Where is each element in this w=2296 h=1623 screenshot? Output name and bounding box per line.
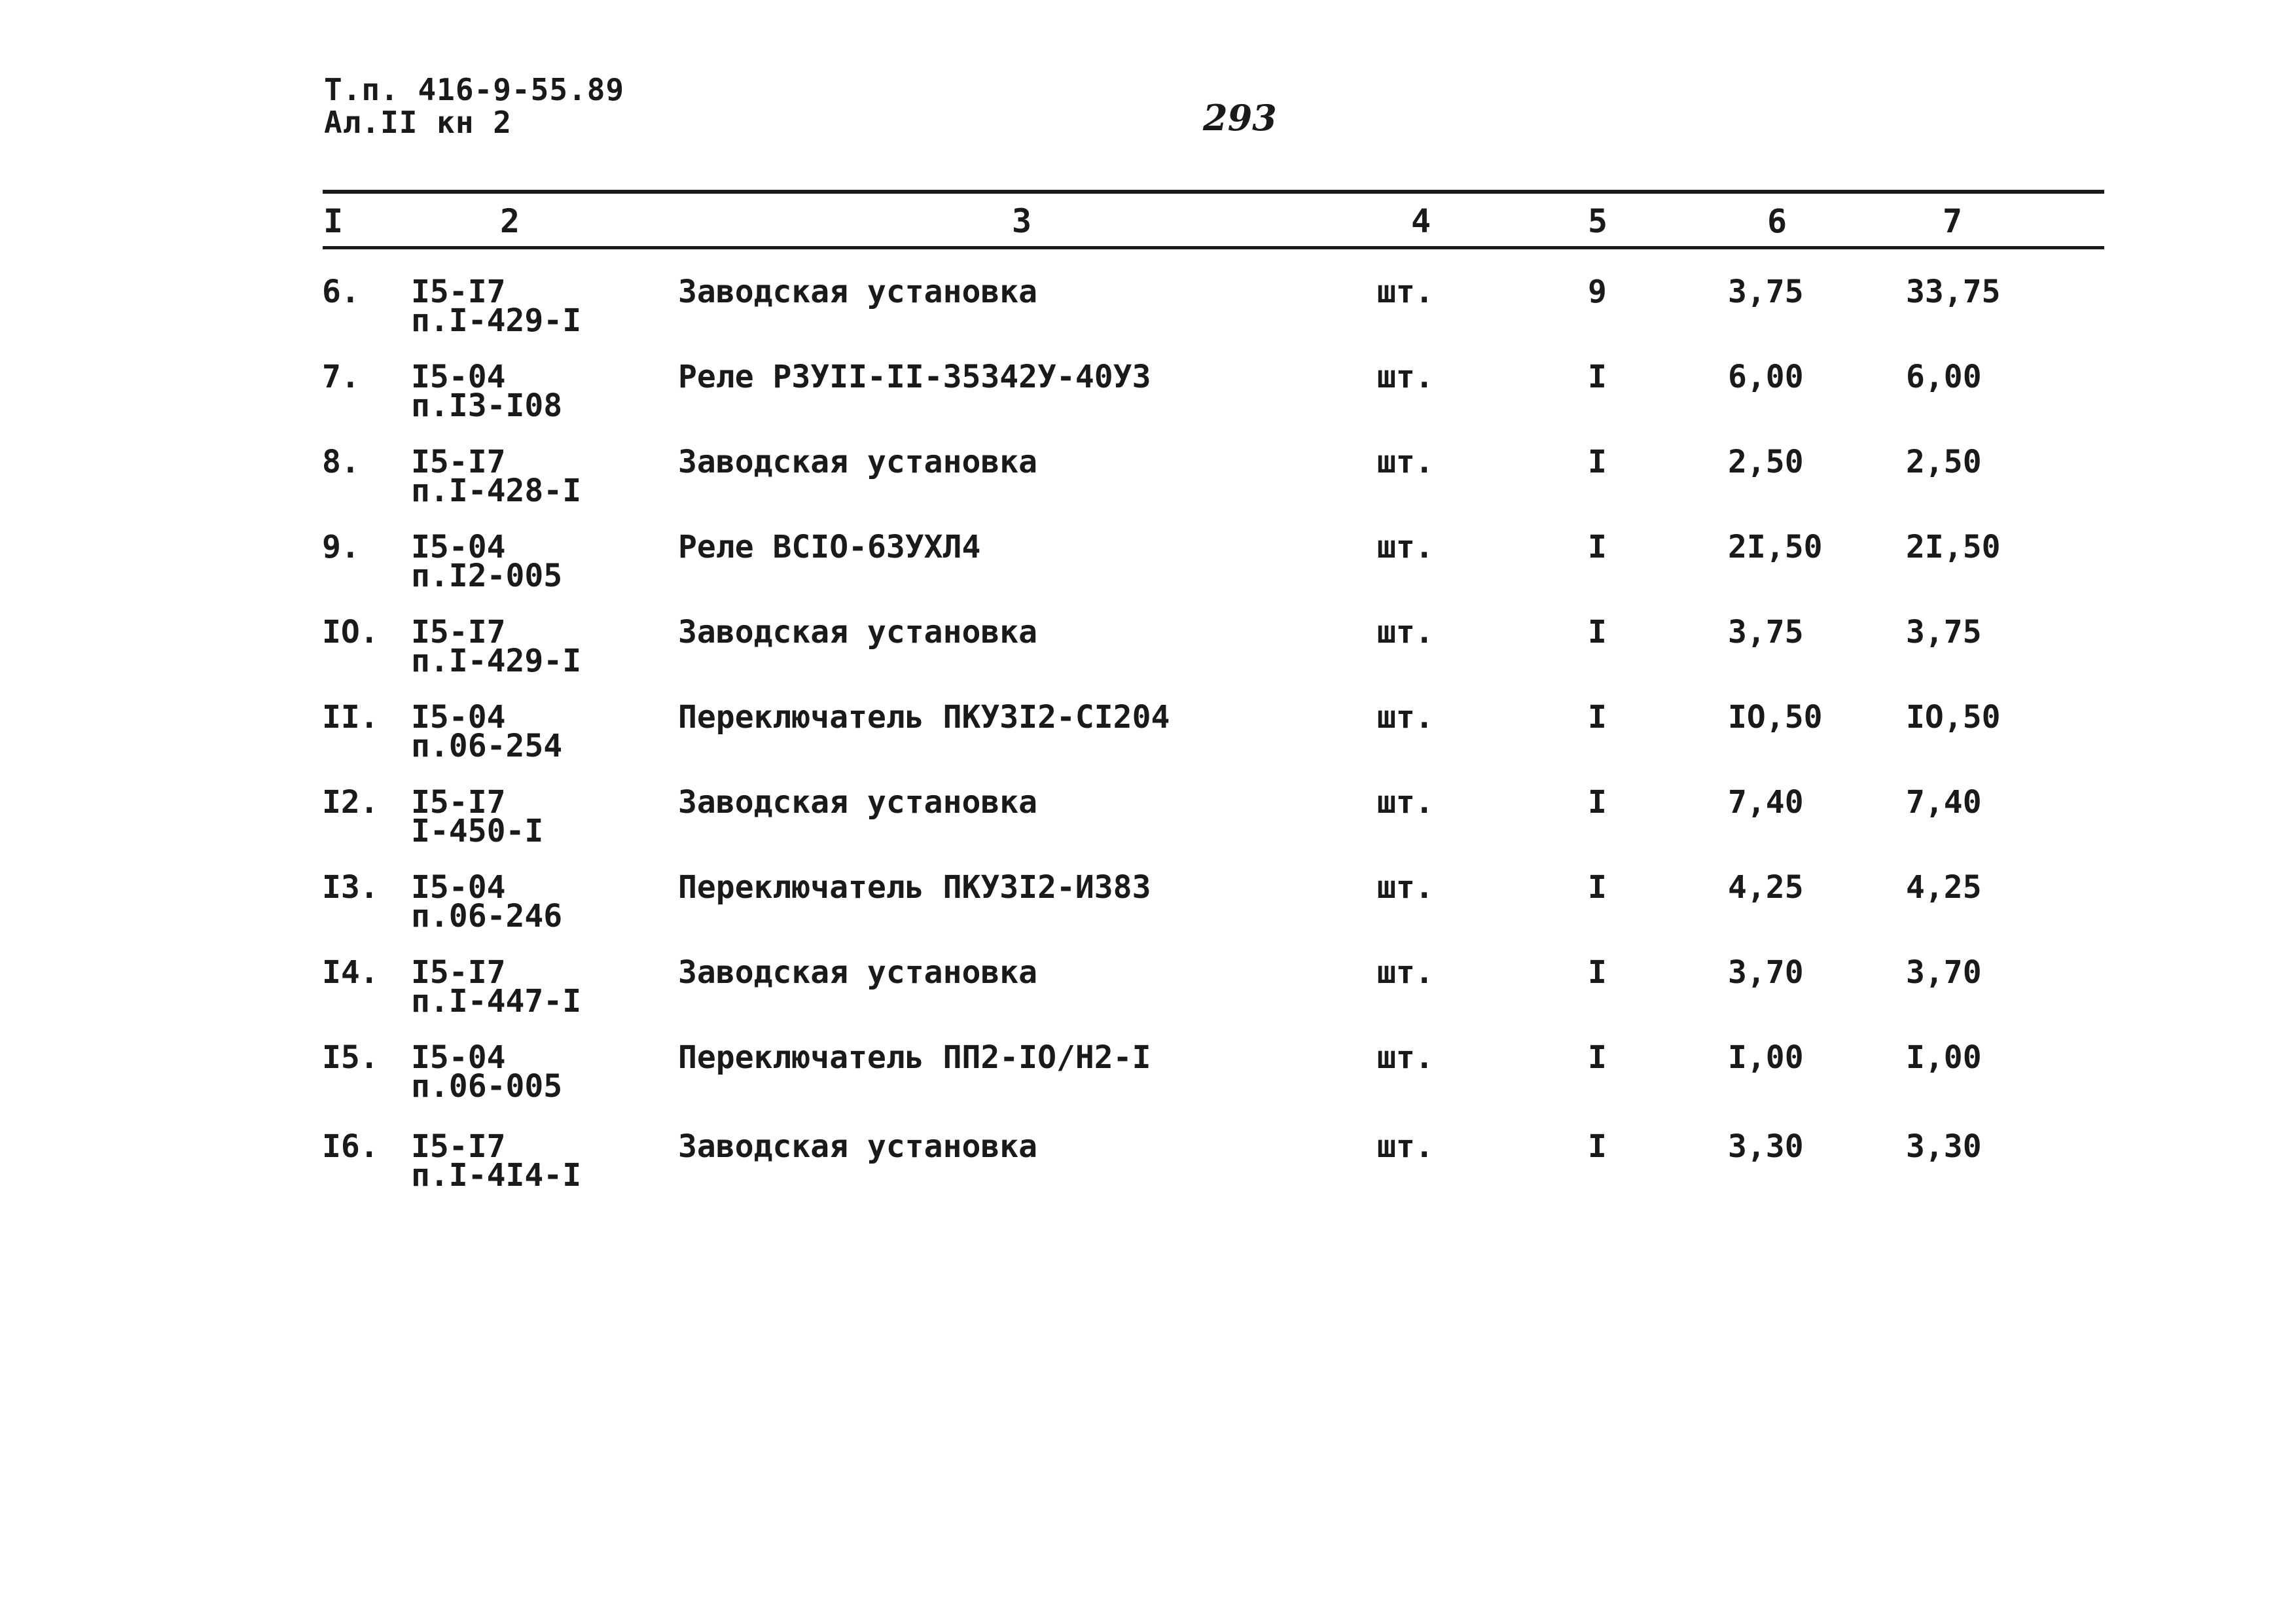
item-unit-price: 3,70 — [1728, 954, 1804, 991]
item-unit-price: 4,25 — [1728, 869, 1804, 906]
price-code-line1: I5-I7 — [411, 444, 506, 480]
price-code-line1: I5-I7 — [411, 954, 506, 991]
table-row — [0, 614, 2296, 696]
item-quantity: I — [1588, 784, 1607, 821]
price-code-line2: I-450-I — [411, 813, 544, 849]
row-number: I4. — [322, 954, 379, 991]
item-unit-price: 3,75 — [1728, 274, 1804, 310]
item-unit: шт. — [1377, 444, 1434, 480]
row-number: 8. — [322, 444, 360, 480]
price-code — [411, 274, 582, 339]
item-unit-price: 3,30 — [1728, 1128, 1804, 1165]
price-code-line1: I5-I7 — [411, 784, 506, 821]
row-number: IO. — [322, 614, 379, 651]
column-header-4: 4 — [1411, 202, 1431, 240]
item-total: 4,25 — [1906, 869, 1982, 906]
item-name: Заводская установка — [678, 954, 1038, 991]
item-quantity: I — [1588, 614, 1607, 651]
price-code-line2: п.I2-005 — [411, 558, 563, 594]
price-code — [411, 1039, 563, 1105]
price-code-line1: I5-04 — [411, 869, 506, 906]
item-name: Переключатель ПКУ3I2-СI204 — [678, 699, 1170, 736]
table-row — [0, 869, 2296, 952]
item-total: 33,75 — [1906, 274, 2001, 310]
item-quantity: I — [1588, 699, 1607, 736]
row-number: 7. — [322, 359, 360, 395]
column-header-2: 2 — [500, 202, 520, 240]
item-unit: шт. — [1377, 869, 1434, 906]
row-number: II. — [322, 699, 379, 736]
item-quantity: 9 — [1588, 274, 1607, 310]
table-top-rule — [323, 190, 2104, 194]
price-code — [411, 614, 582, 679]
item-unit-price: 6,00 — [1728, 359, 1804, 395]
item-unit: шт. — [1377, 784, 1434, 821]
item-name: Заводская установка — [678, 614, 1038, 651]
page-number: 293 — [1203, 97, 1277, 139]
table-row — [0, 784, 2296, 866]
item-unit-price: IO,50 — [1728, 699, 1823, 736]
price-code-line1: I5-04 — [411, 359, 506, 395]
table-row — [0, 1039, 2296, 1122]
item-unit-price: I,00 — [1728, 1039, 1804, 1076]
row-number: I5. — [322, 1039, 379, 1076]
item-unit-price: 7,40 — [1728, 784, 1804, 821]
item-unit: шт. — [1377, 954, 1434, 991]
column-header-5: 5 — [1588, 202, 1608, 240]
price-code — [411, 784, 544, 849]
item-quantity: I — [1588, 359, 1607, 395]
price-code — [411, 444, 582, 509]
price-code-line1: I5-I7 — [411, 614, 506, 651]
item-unit: шт. — [1377, 699, 1434, 736]
price-code — [411, 954, 582, 1020]
item-total: I,00 — [1906, 1039, 1982, 1076]
price-code-line2: п.I-4I4-I — [411, 1157, 582, 1194]
price-code-line1: I5-I7 — [411, 1128, 506, 1165]
column-header-1: I — [323, 202, 344, 240]
price-code-line1: I5-04 — [411, 1039, 506, 1076]
table-row — [0, 444, 2296, 526]
price-code-line1: I5-04 — [411, 699, 506, 736]
item-unit: шт. — [1377, 274, 1434, 310]
price-code — [411, 1128, 582, 1194]
item-total: 2I,50 — [1906, 529, 2001, 565]
price-code-line2: п.I-447-I — [411, 983, 582, 1020]
item-quantity: I — [1588, 529, 1607, 565]
row-number: 9. — [322, 529, 360, 565]
item-name: Переключатель ПКУ3I2-И383 — [678, 869, 1151, 906]
item-total: 6,00 — [1906, 359, 1982, 395]
column-header-6: 6 — [1767, 202, 1787, 240]
item-unit: шт. — [1377, 529, 1434, 565]
item-total: 7,40 — [1906, 784, 1982, 821]
document-code-line1: Т.п. 416-9-55.89 — [324, 72, 625, 107]
column-header-7: 7 — [1943, 202, 1963, 240]
price-code-line2: п.I3-I08 — [411, 387, 563, 424]
table-header-rule — [323, 246, 2104, 249]
column-header-3: 3 — [1012, 202, 1032, 240]
table-row — [0, 359, 2296, 441]
row-number: 6. — [322, 274, 360, 310]
item-unit-price: 3,75 — [1728, 614, 1804, 651]
item-name: Заводская установка — [678, 1128, 1038, 1165]
item-quantity: I — [1588, 869, 1607, 906]
item-unit-price: 2I,50 — [1728, 529, 1823, 565]
item-unit: шт. — [1377, 1039, 1434, 1076]
item-name: Заводская установка — [678, 784, 1038, 821]
price-code-line2: п.06-254 — [411, 728, 563, 764]
document-code-line2: Ал.II кн 2 — [324, 105, 512, 140]
price-code — [411, 359, 563, 424]
price-code — [411, 869, 563, 935]
item-quantity: I — [1588, 954, 1607, 991]
price-code-line1: I5-I7 — [411, 274, 506, 310]
document-code — [324, 73, 624, 139]
item-total: 3,75 — [1906, 614, 1982, 651]
item-unit: шт. — [1377, 614, 1434, 651]
item-name: Реле ВСIO-63УХЛ4 — [678, 529, 981, 565]
item-name: Переключатель ПП2-IO/Н2-I — [678, 1039, 1151, 1076]
row-number: I6. — [322, 1128, 379, 1165]
price-code-line1: I5-04 — [411, 529, 506, 565]
item-total: 3,70 — [1906, 954, 1982, 991]
price-code-line2: п.06-246 — [411, 898, 563, 935]
price-code — [411, 529, 563, 594]
item-quantity: I — [1588, 444, 1607, 480]
item-name: Заводская установка — [678, 444, 1038, 480]
table-row — [0, 274, 2296, 356]
price-code — [411, 699, 563, 764]
price-code-line2: п.I-429-I — [411, 643, 582, 679]
row-number: I2. — [322, 784, 379, 821]
table-row — [0, 529, 2296, 611]
table-row — [0, 954, 2296, 1037]
item-unit: шт. — [1377, 359, 1434, 395]
table-row — [0, 1128, 2296, 1211]
item-total: 3,30 — [1906, 1128, 1982, 1165]
row-number: I3. — [322, 869, 379, 906]
item-quantity: I — [1588, 1039, 1607, 1076]
price-code-line2: п.I-429-I — [411, 302, 582, 339]
item-name: Реле РЗУII-II-35342У-40У3 — [678, 359, 1151, 395]
price-code-line2: п.06-005 — [411, 1068, 563, 1105]
item-name: Заводская установка — [678, 274, 1038, 310]
item-total: IO,50 — [1906, 699, 2001, 736]
item-unit: шт. — [1377, 1128, 1434, 1165]
item-unit-price: 2,50 — [1728, 444, 1804, 480]
price-code-line2: п.I-428-I — [411, 473, 582, 509]
item-total: 2,50 — [1906, 444, 1982, 480]
item-quantity: I — [1588, 1128, 1607, 1165]
table-row — [0, 699, 2296, 781]
